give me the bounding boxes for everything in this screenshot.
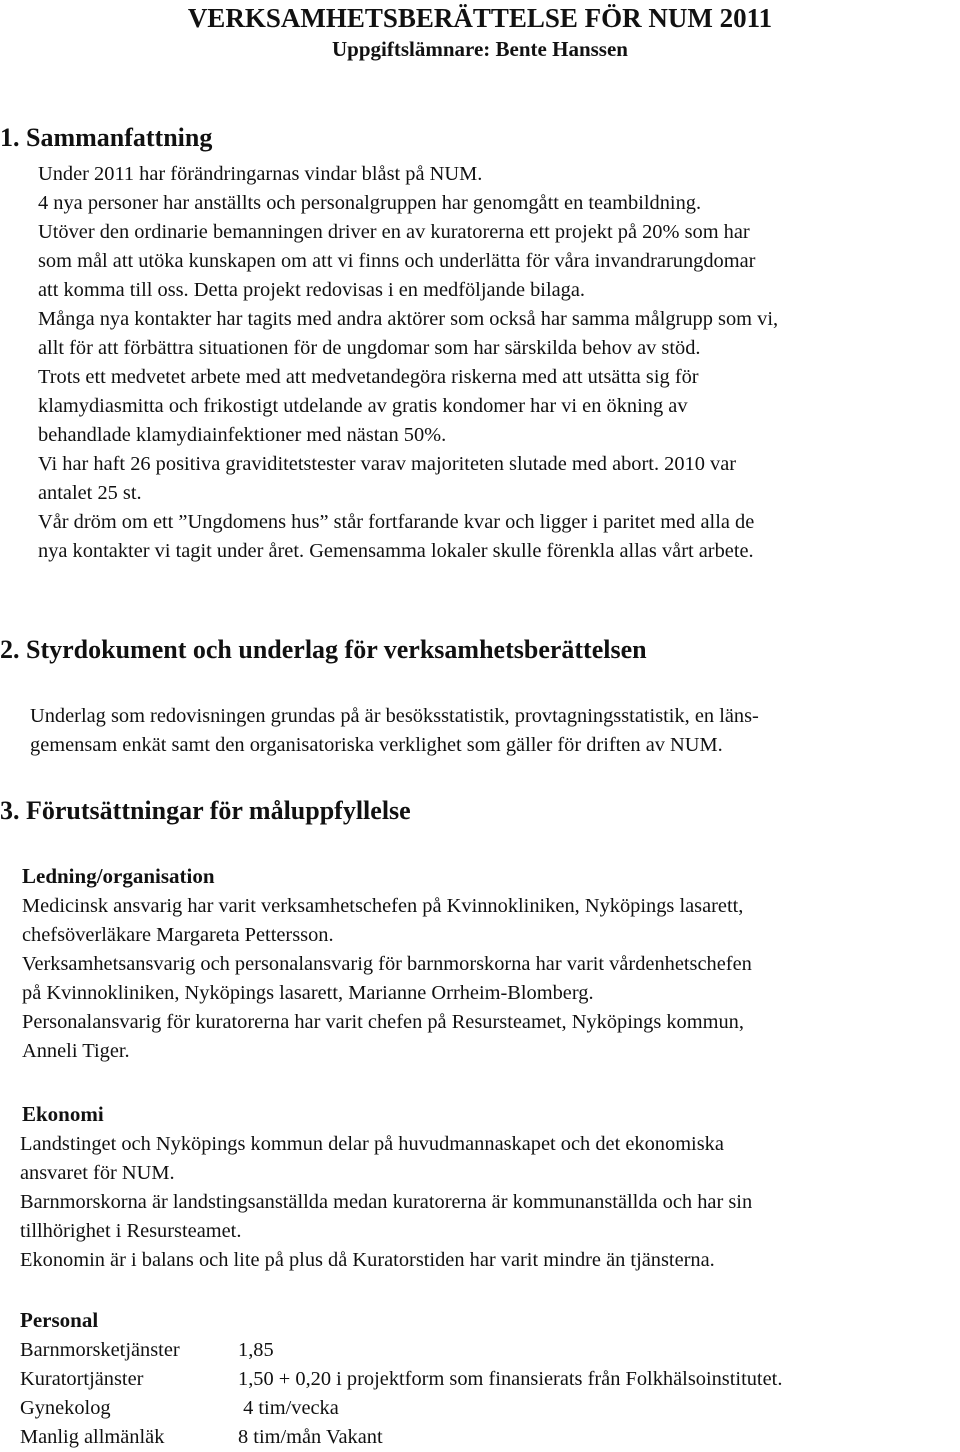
personal-value: 1,85	[238, 1339, 274, 1361]
table-row	[20, 1365, 782, 1394]
document-subtitle: Uppgiftslämnare: Bente Hanssen	[332, 37, 628, 61]
paragraph-line: antalet 25 st.	[38, 482, 142, 504]
paragraph-line: Medicinsk ansvarig har varit verksamhetschefen på Kvinnokliniken, Nyköpings lasarett,	[22, 895, 744, 917]
personal-role: Manlig allmänläk	[20, 1426, 165, 1448]
personal-table	[20, 1336, 782, 1452]
paragraph-line: Vi har haft 26 positiva graviditetstester varav majoriteten slutade med abort. 2010 var	[38, 453, 737, 475]
personal-value: 4 tim/vecka	[238, 1397, 339, 1419]
paragraph-line: Barnmorskorna är landstingsanställda medan kuratorerna är kommunanställda och har sin	[20, 1191, 753, 1213]
section-body-ekonomi	[20, 1130, 752, 1275]
table-row	[20, 1336, 782, 1365]
paragraph-line: nya kontakter vi tagit under året. Gemensamma lokaler skulle förenkla allas vårt arbete.	[38, 540, 754, 562]
paragraph-line: behandlade klamydiainfektioner med nästan 50%.	[38, 424, 447, 446]
section-body-ledning	[22, 892, 752, 1066]
paragraph-line: Under 2011 har förändringarnas vindar blåst på NUM.	[38, 163, 483, 185]
personal-role: Gynekolog	[20, 1397, 111, 1419]
table-row	[20, 1423, 782, 1452]
paragraph-line: Landstinget och Nyköpings kommun delar på huvudmannaskapet och det ekonomiska	[20, 1133, 724, 1155]
paragraph-line: chefsöverläkare Margareta Pettersson.	[22, 924, 334, 946]
paragraph-line: att komma till oss. Detta projekt redovisas i en medföljande bilaga.	[38, 279, 586, 301]
personal-role: Kuratortjänster	[20, 1368, 144, 1390]
paragraph-line: Utöver den ordinarie bemanningen driver en av kuratorerna ett projekt på 20% som har	[38, 221, 750, 243]
paragraph-line: Många nya kontakter har tagits med andra aktörer som också har samma målgrupp som vi,	[38, 308, 779, 330]
table-row	[20, 1394, 782, 1423]
paragraph-line: Personalansvarig för kuratorerna har varit chefen på Resursteamet, Nyköpings kommun,	[22, 1011, 744, 1033]
section-body-sammanfattning	[38, 160, 778, 566]
paragraph-line: Anneli Tiger.	[22, 1040, 130, 1062]
paragraph-line: som mål att utöka kunskapen om att vi finns och underlätta för våra invandrarungdomar	[38, 250, 756, 272]
paragraph-line: klamydiasmitta och frikostigt utdelande av gratis kondomer har vi en ökning av	[38, 395, 688, 417]
section-heading-sammanfattning: 1. Sammanfattning	[0, 123, 213, 152]
paragraph-line: på Kvinnokliniken, Nyköpings lasarett, Marianne Orrheim-Blomberg.	[22, 982, 594, 1004]
personal-value: 8 tim/mån Vakant	[238, 1426, 383, 1448]
paragraph-line: Underlag som redovisningen grundas på är besöksstatistik, provtagningsstatistik, en läns-	[30, 705, 759, 727]
paragraph-line: Verksamhetsansvarig och personalansvarig för barnmorskorna har varit vårdenhetschefen	[22, 953, 752, 975]
section-heading-styrdokument: 2. Styrdokument och underlag för verksamhetsberättelsen	[0, 635, 647, 664]
paragraph-line: Vår dröm om ett ”Ungdomens hus” står fortfarande kvar och ligger i paritet med alla de	[38, 511, 755, 533]
paragraph-line: Trots ett medvetet arbete med att medvetandegöra riskerna med att utsätta sig för	[38, 366, 699, 388]
personal-role: Barnmorsketjänster	[20, 1339, 180, 1361]
paragraph-line: tillhörighet i Resursteamet.	[20, 1220, 242, 1242]
subheading-ekonomi: Ekonomi	[22, 1102, 104, 1126]
document-title: VERKSAMHETSBERÄTTELSE FÖR NUM 2011	[187, 3, 773, 33]
section-heading-forutsattningar: 3. Förutsättningar för måluppfyllelse	[0, 796, 411, 825]
paragraph-line: ansvaret för NUM.	[20, 1162, 175, 1184]
paragraph-line: 4 nya personer har anställts och personalgruppen har genomgått en teambildning.	[38, 192, 702, 214]
subheading-ledning: Ledning/organisation	[22, 864, 215, 888]
subheading-personal: Personal	[20, 1308, 99, 1332]
paragraph-line: gemensam enkät samt den organisatoriska verklighet som gäller för driften av NUM.	[30, 734, 723, 756]
paragraph-line: Ekonomin är i balans och lite på plus då Kuratorstiden har varit mindre än tjänsterna.	[20, 1249, 715, 1271]
section-body-styrdokument	[30, 702, 759, 760]
personal-value: 1,50 + 0,20 i projektform som finansierats från Folkhälsoinstitutet.	[238, 1368, 783, 1390]
paragraph-line: allt för att förbättra situationen för de ungdomar som har särskilda behov av stöd.	[38, 337, 701, 359]
